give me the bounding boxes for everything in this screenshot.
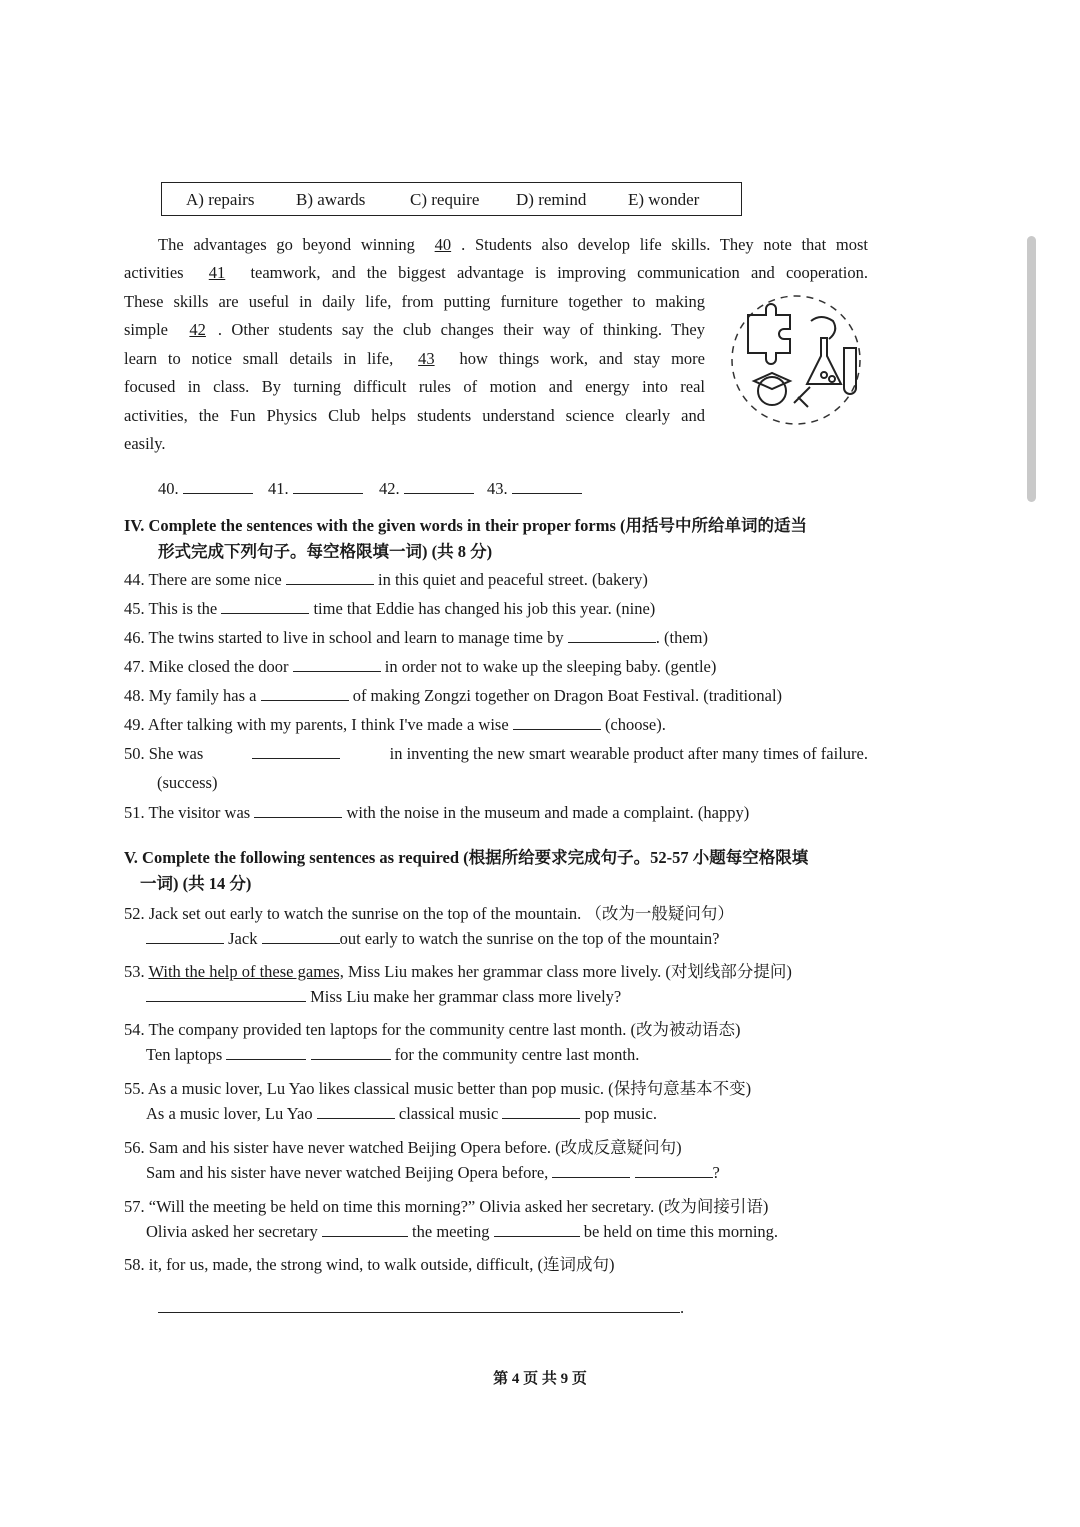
question-52: 52. Jack set out early to watch the sunrise on the top of the mountain. （改为一般疑问句）	[124, 904, 734, 923]
blank-52-2[interactable]	[262, 929, 340, 944]
word-options-box	[161, 182, 742, 216]
question-48: 48. My family has a of making Zongzi together on Dragon Boat Festival. (traditional)	[124, 686, 783, 705]
question-55-answer: As a music lover, Lu Yao classical music pop music.	[146, 1104, 657, 1123]
answer-blank-43[interactable]	[512, 479, 582, 494]
question-56-answer: Sam and his sister have never watched Beijing Opera before, ?	[146, 1163, 720, 1182]
answer-blank-41[interactable]	[293, 479, 363, 494]
blank-48[interactable]	[261, 686, 349, 701]
answer-blank-42[interactable]	[404, 479, 474, 494]
question-52-answer: Jack out early to watch the sunrise on the top of the mountain?	[146, 929, 719, 949]
blank-49[interactable]	[513, 715, 601, 730]
question-46: 46. The twins started to live in school and learn to manage time by . (them)	[124, 628, 708, 647]
blank-45[interactable]	[221, 599, 309, 614]
blank-54-1[interactable]	[226, 1045, 306, 1060]
question-58: 58. it, for us, made, the strong wind, to walk outside, difficult, (连词成句)	[124, 1255, 615, 1274]
blank-55-1[interactable]	[317, 1104, 395, 1119]
passage-line-8: easily.	[124, 434, 166, 453]
blank-42: 42	[189, 320, 206, 339]
question-51: 51. The visitor was with the noise in the museum and made a complaint. (happy)	[124, 803, 750, 822]
question-49: 49. After talking with my parents, I think I've made a wise (choose).	[124, 715, 666, 734]
question-47: 47. Mike closed the door in order not to wake up the sleeping baby. (gentle)	[124, 657, 717, 676]
question-56: 56. Sam and his sister have never watched Beijing Opera before. (改成反意疑问句)	[124, 1138, 682, 1157]
question-57: 57. “Will the meeting be held on time this morning?” Olivia asked her secretary. (改为间接引语)	[124, 1197, 769, 1216]
passage-line-5: learn to notice small details in life, 43 how things work, and stay more	[124, 349, 706, 368]
question-54-answer: Ten laptops for the community centre last month.	[146, 1045, 640, 1064]
blank-57-2[interactable]	[494, 1222, 580, 1237]
option-b: B) awards	[296, 190, 366, 209]
question-54: 54. The company provided ten laptops for the community centre last month. (改为被动语态)	[124, 1020, 741, 1039]
blank-58[interactable]	[158, 1298, 680, 1313]
passage-line-1: The advantages go beyond winning 40 . Students also develop life skills. They note that most	[158, 235, 869, 254]
science-illustration	[726, 293, 866, 428]
blank-41: 41	[208, 263, 226, 282]
blank-55-2[interactable]	[502, 1104, 580, 1119]
exam-page: A) repairs B) awards C) require D) remind E) wonder The advantages go beyond winning 40 . Students also develop life skills. They note that most activities 41 teamwork, and the biggest advantage is improving communication and cooperation. These skills are useful in daily life, from putting furniture together to making simple 42 . Other students say the club changes their way of thinking. They learn to notice small details in life, 43 how things work, and stay more focused in class. By turning difficult rules of motion and energy into real activities, the Fun Physics Club helps students understand science clearly and easily. 40. 41. 42. 43. IV. Complete the sentences with the given words in their proper forms (用括号中所给单词的适当 形式完成下列句子。每空格限填一词) (共 8 分) 44. There are some nice in this quiet and peaceful street. (bakery) 45. This is the time that Eddie has changed his job this year. (nine) 46. The twins started to live in school and learn to manage time by . (them) 47. Mike closed the door in order not to wake up the sleeping baby. (gentle) 48. My family has a of making Zongzi together on Dragon Boat Festival. (traditional) 49. After talking with my parents, I think I've made a wise (choose). 50. She was in inventing the new smart wearable product after many times of failure. (success) 51. The visitor was with the noise in the museum and made a complaint. (happy) V. Complete the following sentences as required (根据所给要求完成句子。52-57 小题每空格限填 一词) (共 14 分) 52. Jack set out early to watch the sunrise on the top of the mountain. （改为一般疑问句） Jack out early to watch the sunrise on the top of the mountain? 53. With the help of these games, Miss Liu makes her grammar class more lively. (对划线部分提问) Miss Liu make her grammar class more lively? 54. The company provided ten laptops for the community centre last month. (改为被动语态) Ten laptops for the community centre last month. 55. As a music lover, Lu Yao likes classical music better than pop music. (保持句意基本不变) As a music lover, Lu Yao classical music pop music. 56. Sam and his sister have never watched Beijing Opera before. (改成反意疑问句) Sam and his sister have never watched Beijing Opera before, ? 57. “Will the meeting be held on time this morning?” Olivia asked her secretary. (改为间接引语) Olivia asked her secretary the meeting be held on time this morning. 58. it, for us, made, the strong wind, to walk outside, difficult, (连词成句) . 第 4 页 共 9 页	[0, 0, 1080, 1527]
question-57-answer: Olivia asked her secretary the meeting be held on time this morning.	[146, 1222, 779, 1241]
question-53: 53. With the help of these games, Miss Liu makes her grammar class more lively. (对划线部分提问)	[124, 962, 792, 981]
blank-46[interactable]	[568, 628, 656, 643]
blank-56-1[interactable]	[552, 1163, 630, 1178]
option-a: A) repairs	[186, 190, 255, 209]
blank-40: 40	[434, 235, 452, 254]
question-44: 44. There are some nice in this quiet and peaceful street. (bakery)	[124, 570, 648, 589]
blank-43: 43	[418, 349, 435, 368]
answer-blank-40[interactable]	[183, 479, 253, 494]
question-58-answer: .	[158, 1298, 684, 1318]
blank-51[interactable]	[254, 803, 342, 818]
blank-47[interactable]	[293, 657, 381, 672]
blank-56-2[interactable]	[635, 1163, 713, 1178]
underlined-phrase: With the help of these games,	[148, 962, 344, 981]
passage-line-4: simple 42 . Other students say the club changes their way of thinking. They	[124, 320, 705, 339]
puzzle-icon	[748, 304, 790, 364]
scrollbar-thumb[interactable]	[1027, 236, 1036, 502]
passage-line-2: activities 41 teamwork, and the biggest advantage is improving communication and cooperation.	[124, 263, 868, 282]
question-53-answer: Miss Liu make her grammar class more lively?	[146, 987, 621, 1007]
section-4-heading: IV. Complete the sentences with the given words in their proper forms (用括号中所给单词的适当 形式完成下列句子。每空格限填一词) (共 8 分)	[124, 516, 808, 561]
option-d: D) remind	[516, 190, 587, 209]
blank-52-1[interactable]	[146, 929, 224, 944]
passage-line-3: These skills are useful in daily life, from putting furniture together to making	[124, 292, 705, 311]
blank-53-1[interactable]	[146, 987, 224, 1002]
student-icon	[758, 377, 786, 405]
question-55: 55. As a music lover, Lu Yao likes classical music better than pop music. (保持句意基本不变)	[124, 1079, 752, 1098]
blank-54-2[interactable]	[311, 1045, 391, 1060]
blank-57-1[interactable]	[322, 1222, 408, 1237]
blank-53-2[interactable]	[224, 987, 306, 1002]
question-50-cont: (success)	[157, 773, 218, 792]
question-50: 50. She was in inventing the new smart wearable product after many times of failure.	[124, 744, 868, 763]
blank-50[interactable]	[252, 744, 340, 759]
blank-44[interactable]	[286, 570, 374, 585]
passage-line-6: focused in class. By turning difficult rules of motion and energy into real	[124, 377, 705, 396]
question-45: 45. This is the time that Eddie has changed his job this year. (nine)	[124, 599, 656, 618]
page-footer: 第 4 页 共 9 页	[493, 1371, 587, 1387]
option-c: C) require	[410, 190, 480, 209]
section-5-heading: V. Complete the following sentences as required (根据所给要求完成句子。52-57 小题每空格限填 一词) (共 14 分)	[124, 848, 809, 893]
option-e: E) wonder	[628, 190, 700, 209]
passage-line-7: activities, the Fun Physics Club helps students understand science clearly and	[124, 406, 705, 425]
